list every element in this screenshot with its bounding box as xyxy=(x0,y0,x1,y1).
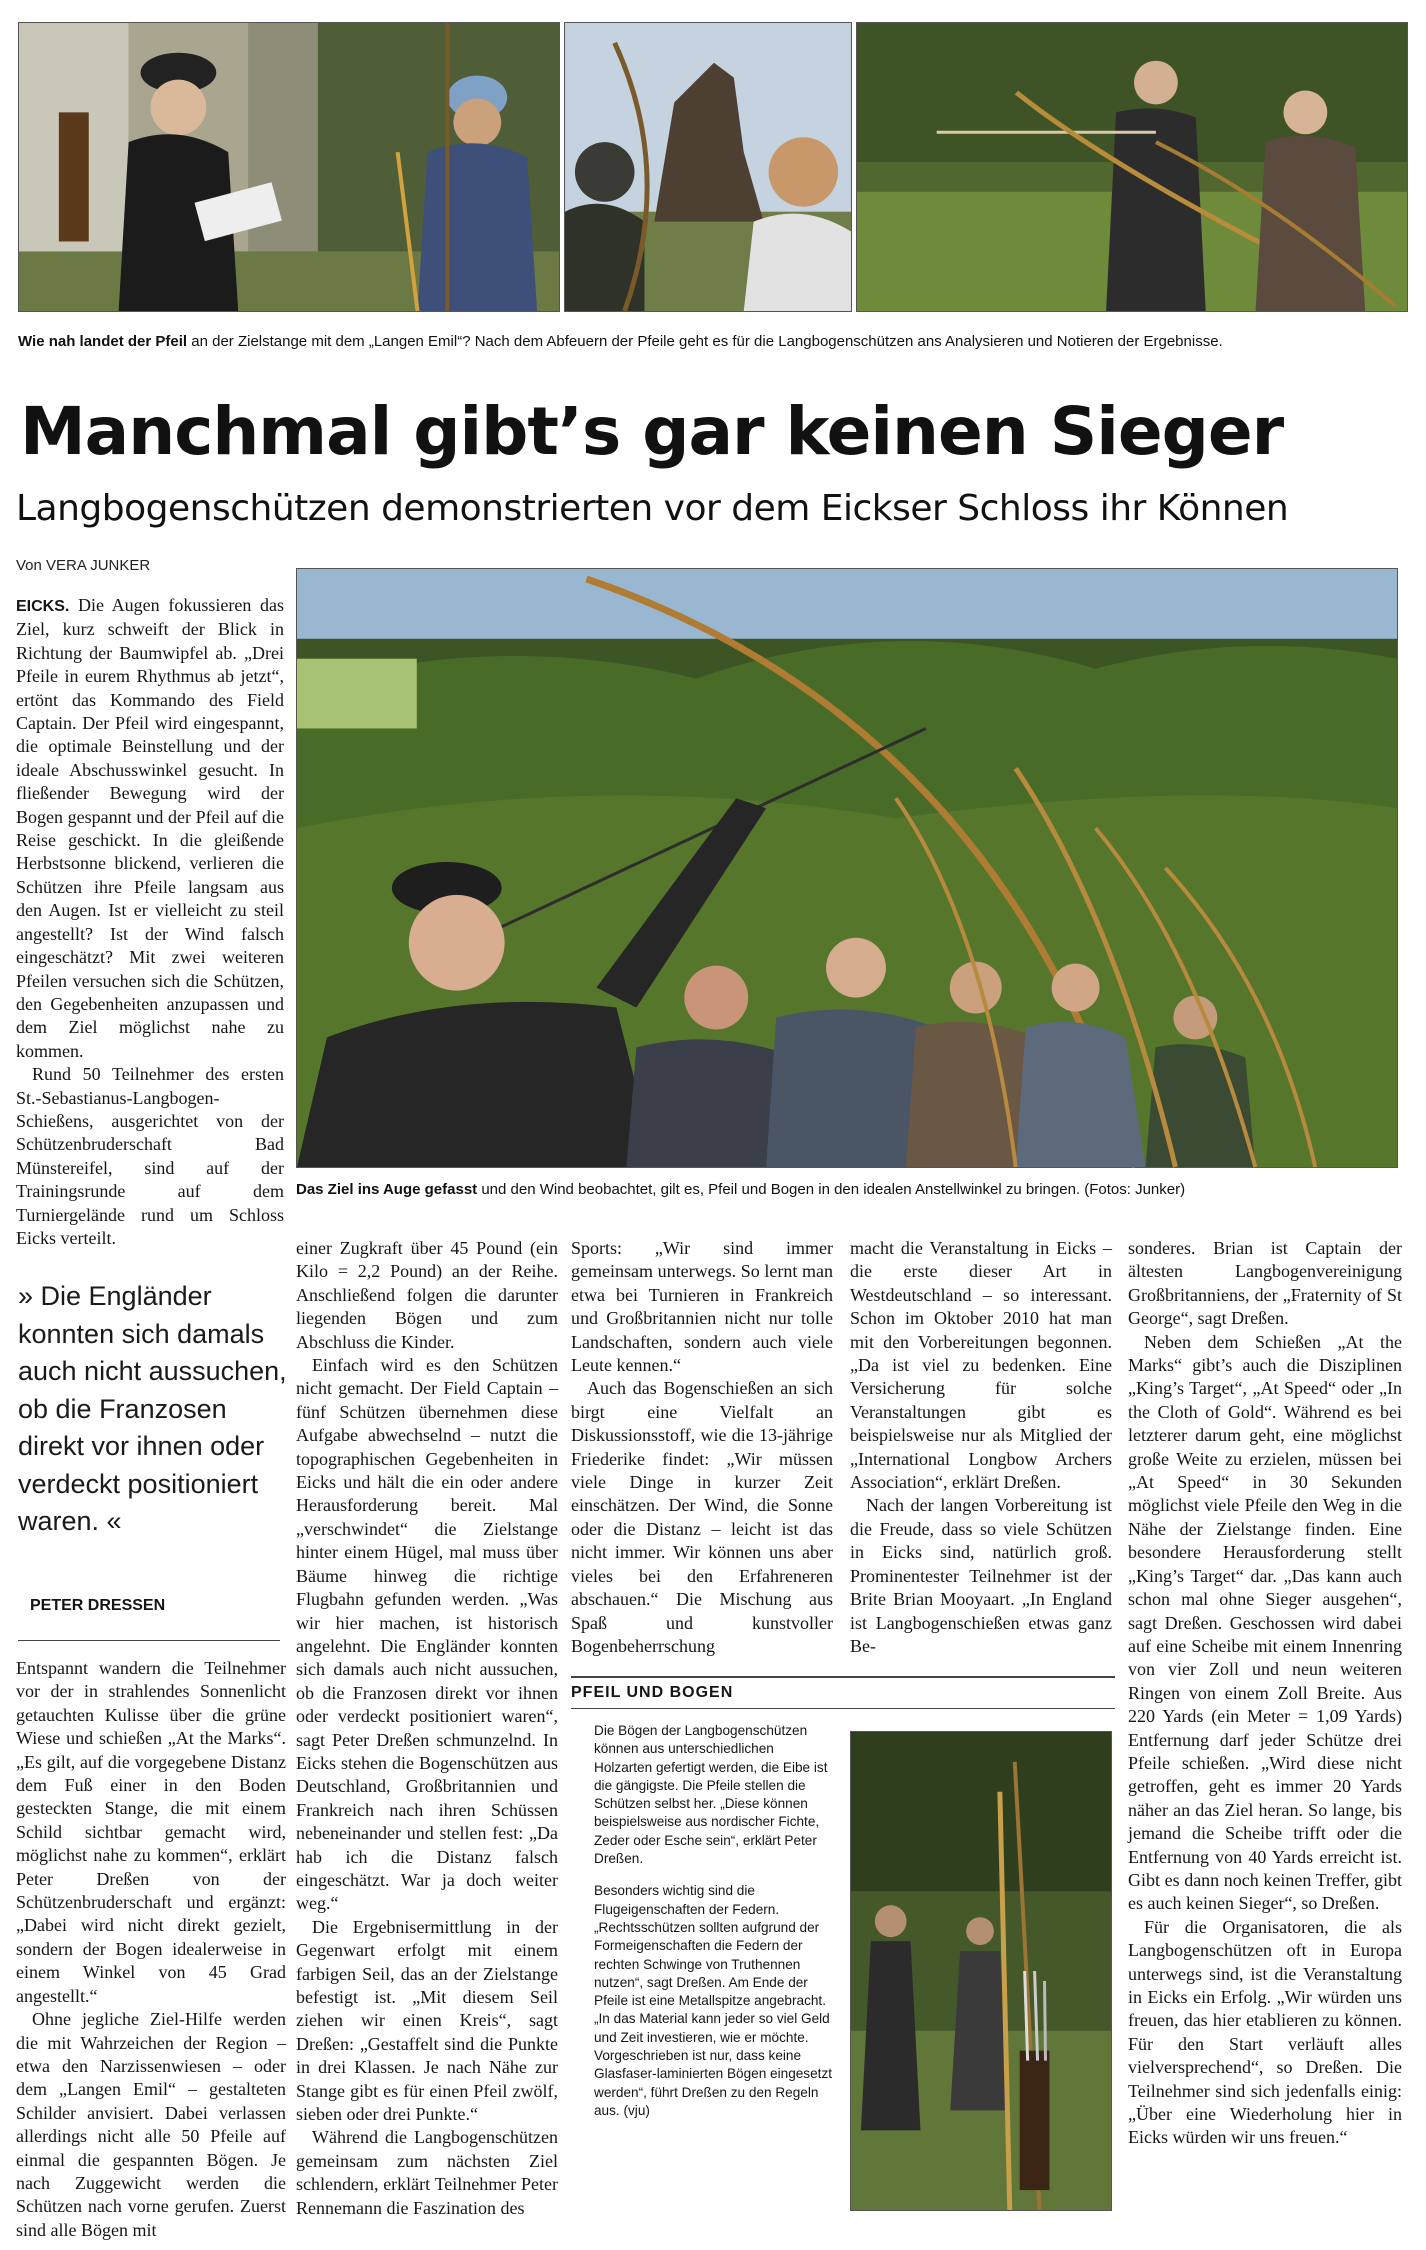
column-5 xyxy=(1128,1237,1402,2225)
column-3 xyxy=(571,1237,833,1672)
paragraph: Während die Langbogenschützen gemeinsam zum nächsten Ziel schlendern, erklärt Teilnehmer Peter Rennemann die Faszination des xyxy=(296,2127,558,2218)
paragraph xyxy=(16,594,284,1063)
paragraph: Auch das Bogenschießen an sich birgt eine Vielfalt an Diskussionsstoff, wie die 13-jährige Friederike findet: „Wir müssen viele Dinge in kurzer Zeit einschätzen. Der Wind, die Sonne oder die Distanz – leicht ist das nicht immer. Wir können uns aber vieles bei den Erfahreneren abschauen.“ Die Mischung aus Spaß und kunstvoller Bogenbeherrschung xyxy=(571,1378,833,1656)
column-1-bottom xyxy=(16,1657,286,2240)
paragraph: Die Ergebnisermittlung in der Gegenwart erfolgt mit einem farbigen Seil, das an der Zielstange befestigt ist. „Mit diesem Seil ziehen wir einen Kreis“, sagt Dreßen: „Gestaffelt sind die Punkte in drei Klassen. Je nach Nähe zur Stange gibt es für einen Pfeil zwölf, sieben oder drei Punkte.“ xyxy=(296,1916,558,2125)
infobox-paragraph: Die Bögen der Langbogenschützen können aus unterschiedlichen Holzarten gefertigt werden, die Eibe ist die gängigste. Die Pfeile stellen die Schützen selbst her. „Diese können beispielsweise aus nordischer Fichte, Zeder oder Esche sein“, erklärt Peter Dreßen. xyxy=(594,1723,828,1867)
photo-arrows-quiver xyxy=(850,1731,1112,2211)
pull-quote-author: PETER DRESSEN xyxy=(30,1597,166,1614)
top-caption-text: an der Zielstange mit dem „Langen Emil“? Nach dem Abfeuern der Pfeile geht es für die Langbogenschützen ans Analysieren und Notieren der Ergebnisse. xyxy=(187,333,1223,350)
main-photo-caption xyxy=(296,1180,1406,1200)
column-4 xyxy=(850,1237,1112,1672)
paragraph: sonderes. Brian ist Captain der ältesten Langbogenvereinigung Großbritanniens, der „Fraternity of St George“, sagt Dreßen. xyxy=(1128,1238,1402,1329)
photo-archer-notes xyxy=(18,22,560,312)
quote-divider xyxy=(18,1640,280,1641)
top-caption-bold: Wie nah landet der Pfeil xyxy=(18,333,188,350)
paragraph: Für die Organisatoren, die als Langbogenschützen oft in Europa unterwegs sind, ist die Veranstaltung in Eicks ein Erfolg. „Wir würden uns freuen, das hier etablieren zu können. Für den Start verläuft alles vielversprechend“, so Dreßen. Die Teilnehmer sind sich jedenfalls einig: „Über eine Wiederholung hier in Eicks würden wir uns freuen.“ xyxy=(1128,1916,1402,2148)
paragraph: Sports: „Wir sind immer gemeinsam unterwegs. So lernt man etwa bei Turnieren in Frankreich und Großbritannien nicht nur tolle Landschaften, sondern auch viele Leute kennen.“ xyxy=(571,1238,833,1376)
paragraph: macht die Veranstaltung in Eicks – die erste dieser Art in Westdeutschland – so interessant. Schon im Oktober 2010 hat man mit den Vorbereitungen begonnen. „Da ist viel zu bedenken. Eine Versicherung für solche Veranstaltungen gibt es beispielsweise nur als Mitglied der „International Longbow Archers Association“, erklärt Dreßen. xyxy=(850,1238,1112,1493)
dateline: EICKS. xyxy=(16,598,70,615)
infobox-text xyxy=(594,1722,834,2120)
infobox-title: PFEIL UND BOGEN xyxy=(571,1684,734,1701)
byline: Von VERA JUNKER xyxy=(16,557,151,574)
infobox-title-rule xyxy=(571,1708,1115,1709)
photo-castle-ruin xyxy=(564,22,852,312)
headline: Manchmal gibt’s gar keinen Sieger xyxy=(20,393,1284,470)
photo-main-archers xyxy=(296,568,1398,1168)
subheadline: Langbogenschützen demonstrierten vor dem Eickser Schloss ihr Können xyxy=(16,488,1289,529)
infobox-paragraph: Besonders wichtig sind die Flugeigenschaften der Federn. „Rechtsschützen sollten aufgrund der Formeigenschaften die Federn der rechten Schwinge von Truthennen nutzen“, sagt Dreßen. Am Ende der Pfeile ist eine Metallspitze angebracht. „In das Material kann jeder so viel Geld und Zeit investieren, wie er möchte. Vorgeschrieben ist nur, dass keine Glasfaser-laminierten Bögen eingesetzt werden“, führt Dreßen zu den Regeln aus. (vju) xyxy=(594,1883,833,2118)
column-1-top xyxy=(16,594,284,1248)
top-photo-caption xyxy=(18,332,1418,352)
paragraph: Ohne jegliche Ziel-Hilfe werden die mit Wahrzeichen der Region – etwa den Narzissenwiesen – oder dem „Langen Emil“ – gestalteten Schilder anvisiert. Dabei verlassen allerdings nicht alle 50 Pfeile auf einmal die gespannten Bögen. Je nach Zuggewicht werden die Schützen nach vorne gerufen. Zuerst sind alle Bögen mit xyxy=(16,2009,286,2240)
infobox-top-rule xyxy=(571,1676,1115,1678)
paragraph: einer Zugkraft über 45 Pound (ein Kilo = 2,2 Pound) an der Reihe. Anschließend folgen die darunter liegenden Bögen und zum Abschluss die Kinder. xyxy=(296,1238,558,1352)
paragraph: Rund 50 Teilnehmer des ersten St.-Sebastianus-Langbogen-Schießens, ausgerichtet von der Schützenbruderschaft Bad Münstereifel, sind auf der Trainingsrunde auf dem Turniergelände rund um Schloss Eicks verteilt. xyxy=(16,1064,284,1248)
main-caption-text: und den Wind beobachtet, gilt es, Pfeil und Bogen in den idealen Anstellwinkel zu bringen. (Fotos: Junker) xyxy=(477,1181,1186,1198)
column-2 xyxy=(296,1237,558,2225)
pull-quote: » Die Engländer konnten sich damals auch nicht aussuchen, ob die Franzosen direkt vor ihnen oder verdeckt positioniert waren. « xyxy=(18,1281,287,1536)
paragraph: Neben dem Schießen „At the Marks“ gibt’s auch die Disziplinen „King’s Target“, „At Speed“ oder „In the Cloth of Gold“. Während es bei letzterer darum geht, eine möglichst große Weite zu erzielen, müssen bei „At Speed“ in 30 Sekunden möglichst viele Pfeile den Weg in die Nähe der Zielstange finden. Eine besondere Herausforderung stellt „King’s Target“ dar. „Das kann auch schon mal ohne Sieger ausgehen“, sagt Dreßen. Geschossen wird dabei auf eine Scheibe mit einem Innenring von vier Zoll und neun weiteren Ringen von einem Zoll Breite. Aus 220 Yards (ein Meter = 1,09 Yards) Entfernung darf jeder Schütze drei Pfeile schießen. „Wird diese nicht getroffen, geht es immer 20 Yards näher an das Ziel heran. So lange, bis jemand die Scheibe trifft oder die Entfernung von 40 Yards erreicht ist. Gibt es dann noch keinen Treffer, gibt es auch keinen Sieger“, so Dreßen. xyxy=(1128,1331,1402,1914)
lead-text: Die Augen fokussieren das Ziel, kurz schweift der Blick in Richtung der Baumwipfel ab. „Drei Pfeile in eurem Rhythmus ab jetzt“, ertönt das Kommando des Field Captain. Der Pfeil wird eingespannt, die optimale Beinstellung und der ideale Abschusswinkel gesucht. In fließender Bewegung wird der Bogen gespannt und der Pfeil auf die Reise geschickt. In die gleißende Herbstsonne blickend, verlieren die Schützen ihre Pfeile langsam aus den Augen. Ist er vielleicht zu steil angestellt? Ist der Wind falsch eingeschätzt? Mit zwei weiteren Pfeilen versuchen sich die Schützen, den Gegebenheiten anzupassen und dem Ziel möglichst nahe zu kommen. xyxy=(16,595,284,1061)
paragraph: Entspannt wandern die Teilnehmer vor der in strahlendes Sonnenlicht getauchten Kulisse über die grüne Wiese und schießen „At the Marks“. „Es gilt, auf die vorgegebene Distanz dem Fuß einer in den Boden gesteckten Stange, die mit einem Schild sichtbar gemacht wird, möglichst nahe zu kommen“, erklärt Peter Dreßen von der Schützenbruderschaft und ergänzt: „Dabei wird nicht direkt gezielt, sondern der Bogen idealerweise in einem Winkel von 45 Grad angestellt.“ xyxy=(16,1658,286,2006)
paragraph: Einfach wird es den Schützen nicht gemacht. Der Field Captain – fünf Schützen übernehmen diese Aufgabe abwechselnd – nutzt die topographischen Gegebenheiten in Eicks und hält die ein oder andere Herausforderung bereit. Mal „verschwindet“ die Zielstange hinter einem Hügel, mal muss über Bäume hinweg die richtige Flugbahn gefunden werden. „Was wir hier machen, ist historisch angelehnt. Die Engländer konnten sich damals auch nicht aussuchen, ob die Franzosen direkt vor ihnen oder verdeckt positioniert waren“, sagt Peter Dreßen schmunzelnd. In Eicks stehen die Bogenschützen aus Deutschland, Großbritannien und Frankreich nach ihren Schüssen nebeneinander und stellen fest: „Da hab ich die Distanz falsch eingeschätzt. War ja doch weiter weg.“ xyxy=(296,1355,558,1914)
photo-archers-aiming xyxy=(856,22,1408,312)
paragraph: Nach der langen Vorbereitung ist die Freude, dass so viele Schützen in Eicks sind, natürlich groß. Prominentester Teilnehmer ist der Brite Brian Mooyaart. „In England ist Langbogenschießen etwas ganz Be- xyxy=(850,1495,1112,1656)
main-caption-bold: Das Ziel ins Auge gefasst xyxy=(296,1181,478,1198)
